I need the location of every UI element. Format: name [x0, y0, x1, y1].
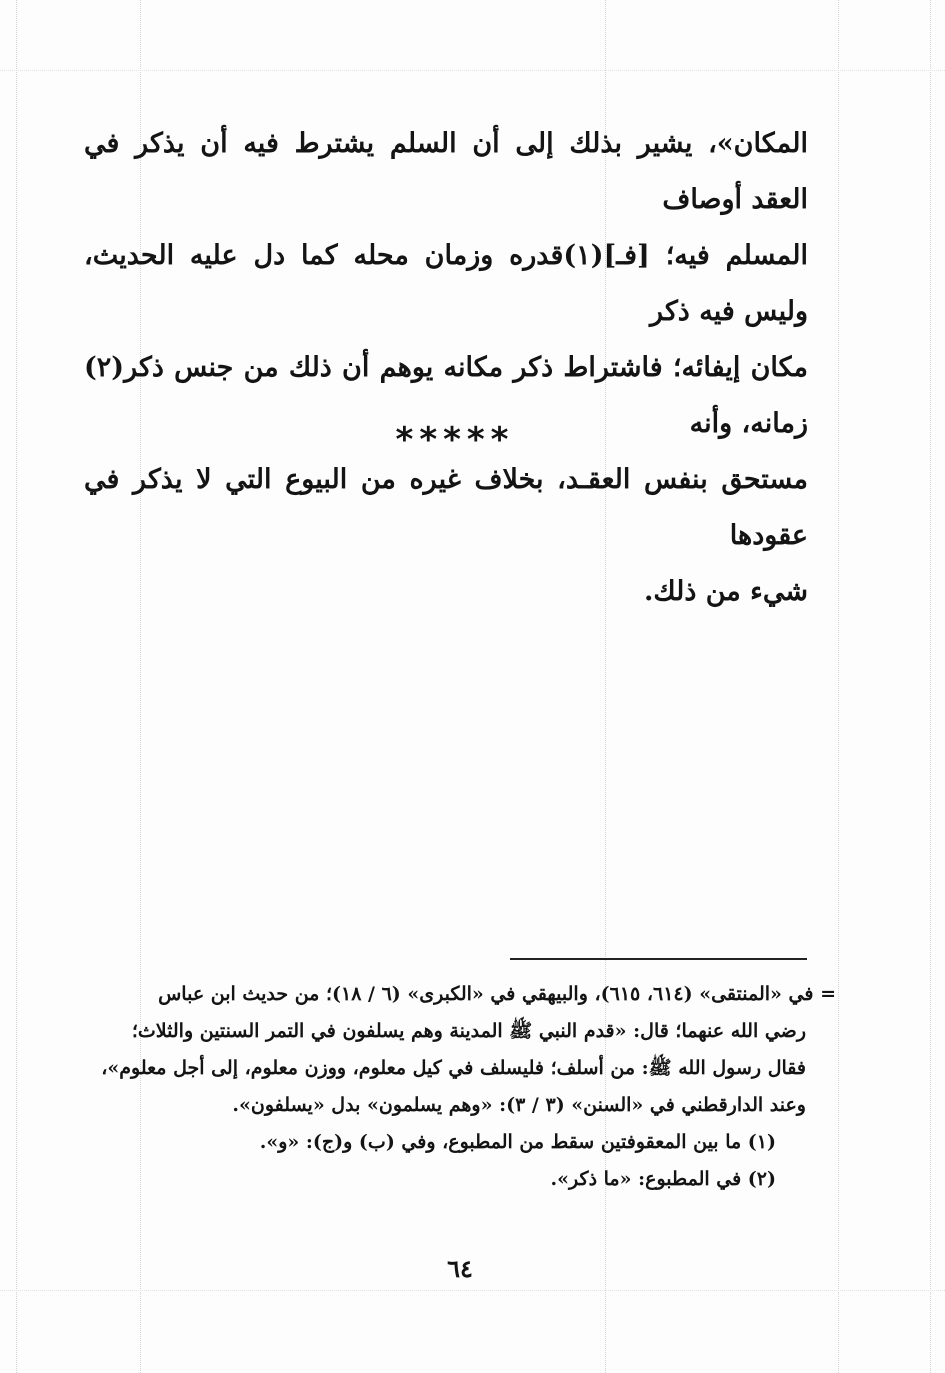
body-line: المكان»، يشير بذلك إلى أن السلم يشترط فيه أن يذكر في العقد أوصاف — [84, 128, 808, 215]
scan-guide-line — [930, 0, 931, 1373]
body-line: المسلم فيه؛ [فـ](١)قدره وزمان محله كما دل عليه الحديث، وليس فيه ذكر — [84, 240, 808, 327]
main-body-text — [84, 116, 808, 620]
footnote-continuation-line: = في «المنتقى» (٦١٤، ٦١٥)، والبيهقي في «الكبرى» (٦ / ١٨)؛ من حديث ابن عباس — [158, 983, 836, 1005]
scan-guide-line — [0, 1290, 945, 1291]
page-number: ٦٤ — [447, 1254, 473, 1283]
scan-guide-line — [16, 0, 17, 1373]
body-line: مكان إيفائه؛ فاشتراط ذكر مكانه يوهم أن ذلك من جنس ذكر(٢) زمانه، وأنه — [84, 352, 808, 439]
footnote-2: (٢) في المطبوع: «ما ذكر». — [550, 1168, 776, 1190]
footnote-continuation-line: فقال رسول الله ﷺ: من أسلف؛ فليسلف في كيل معلوم، ووزن معلوم، إلى أجل معلوم»، — [101, 1057, 806, 1079]
footnotes-block — [84, 976, 836, 1198]
section-separator: ***** — [395, 420, 515, 460]
scan-guide-line — [838, 0, 839, 1373]
scan-guide-line — [0, 70, 945, 71]
footnote-1: (١) ما بين المعقوفتين سقط من المطبوع، وفي (ب) و(ج): «و». — [259, 1131, 776, 1153]
body-line: مستحق بنفس العقـد، بخلاف غيره من البيوع التي لا يذكر في عقودها — [84, 464, 808, 551]
body-line: شيء من ذلك. — [643, 576, 808, 607]
footnote-divider — [510, 958, 807, 960]
footnote-continuation-line: وعند الدارقطني في «السنن» (٣ / ٣): «وهم يسلمون» بدل «يسلفون». — [232, 1094, 806, 1116]
footnote-continuation-line: رضي الله عنهما؛ قال: «قدم النبي ﷺ المدينة وهم يسلفون في التمر السنتين والثلاث؛ — [131, 1020, 806, 1042]
